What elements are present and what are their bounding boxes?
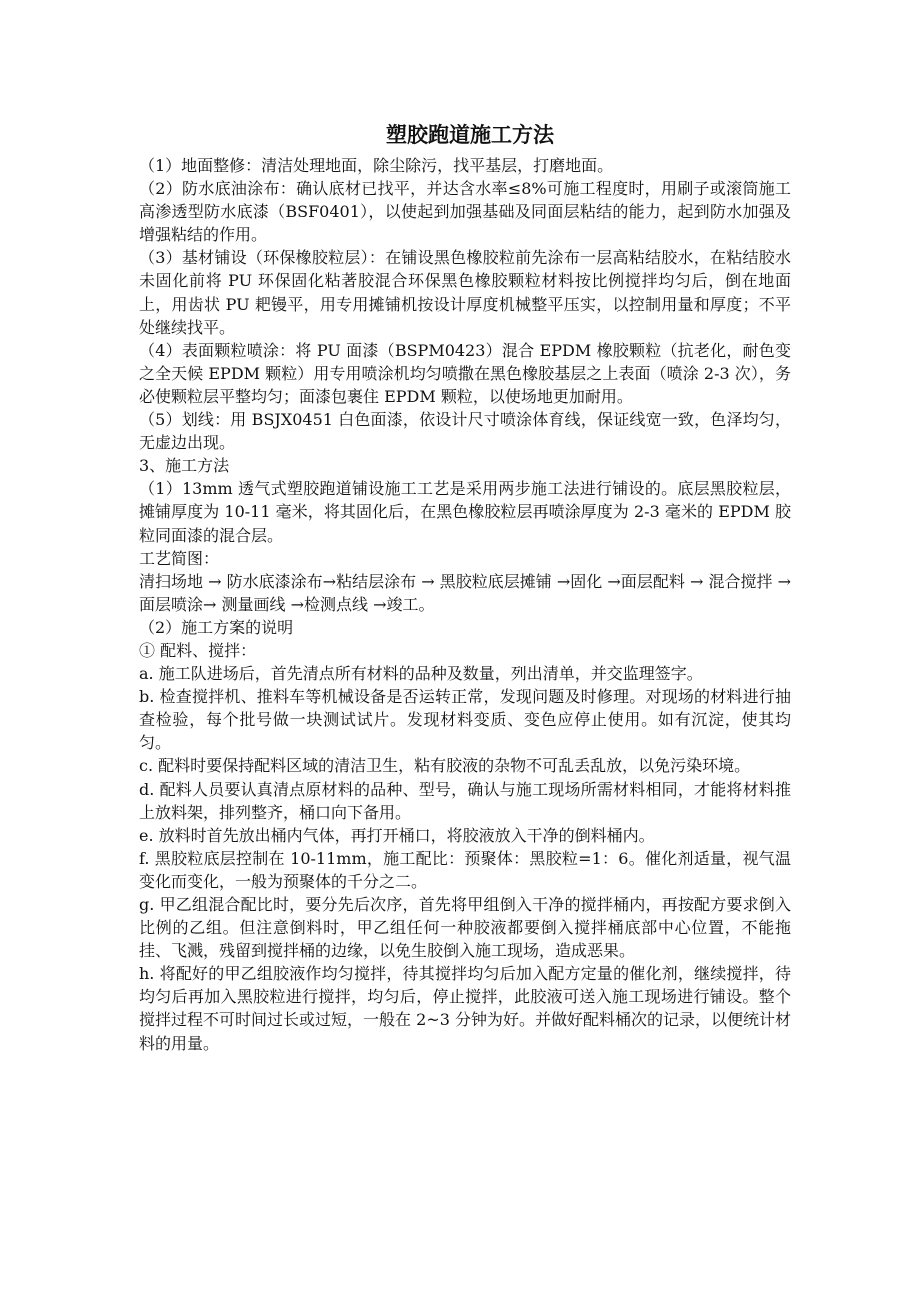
document-page xyxy=(139,118,791,1055)
paragraph-base-layer: （3）基材铺设（环保橡胶粒层）：在铺设黑色橡胶粒前先涂布一层高粘结胶水，在粘结胶水未固化前将 PU 环保固化粘著胶混合环保黑色橡胶颗粒材料按比例搅拌均匀后，倒在地面上，用齿状 PU 耙镘平，用专用摊铺机按设计厚度机械整平压实，以控制用量和厚度；不平处继续找平。 xyxy=(139,248,791,337)
paragraph-two-step-method: （1）13mm 透气式塑胶跑道铺设施工工艺是采用两步施工法进行铺设的。底层黑胶粒层，摊铺厚度为 10-11 毫米，将其固化后，在黑色橡胶粒层再喷涂厚度为 2-3 毫米的 EPDM 胶粒同面漆的混合层。 xyxy=(139,479,791,545)
section-heading-construction-method: 3、施工方法 xyxy=(139,456,230,476)
list-item-a: a. 施工队进场后，首先清点所有材料的品种及数量，列出清单，并交监理签字。 xyxy=(139,664,703,684)
subsection-heading-plan: （2）施工方案的说明 xyxy=(139,617,294,637)
list-item-d: d. 配料人员要认真清点原材料的品种、型号，确认与施工现场所需材料相同，才能将材料推上放料架，排列整齐，桶口向下备用。 xyxy=(139,779,791,822)
list-item-f: f. 黑胶粒底层控制在 10-11mm，施工配比：预聚体：黑胶粒=1：6。催化剂适量，视气温变化而变化，一般为预聚体的千分之二。 xyxy=(139,848,791,891)
paragraph-line-marking: （5）划线：用 BSJX0451 白色面漆，依设计尺寸喷涂体育线，保证线宽一致，色泽均匀，无虚边出现。 xyxy=(139,410,791,453)
list-item-b: b. 检查搅拌机、推料车等机械设备是否运转正常，发现问题及时修理。对现场的材料进行抽查检验，每个批号做一块测试试片。发现材料变质、变色应停止使用。如有沉淀，使其均匀。 xyxy=(139,687,791,753)
paragraph-surface-repair: （1）地面整修：清洁处理地面，除尘除污，找平基层，打磨地面。 xyxy=(139,156,614,175)
paragraph-waterproof-primer: （2）防水底油涂布：确认底材已找平，并达含水率≤8%可施工程度时，用刷子或滚筒施工高渗透型防水底漆（BSF0401），以使起到加强基础及同面层粘结的能力，起到防水加强及增强粘结的作用。 xyxy=(139,179,791,245)
subsection-heading-mixing: ① 配料、搅拌： xyxy=(139,640,257,660)
list-item-c: c. 配料时要保持配料区域的清洁卫生，粘有胶液的杂物不可乱丢乱放，以免污染环境。 xyxy=(139,756,751,776)
list-item-h: h. 将配好的甲乙组胶液作均匀搅拌，待其搅拌均匀后加入配方定量的催化剂，继续搅拌，待均匀后再加入黑胶粒进行搅拌，均匀后，停止搅拌，此胶液可送入施工现场进行铺设。整个搅拌过程不可时间过长或过短，一般在 2~3 分钟为好。并做好配料桶次的记录，以便统计材料的用量。 xyxy=(139,964,791,1053)
document-title: 塑胶跑道施工方法 xyxy=(386,123,554,147)
paragraph-surface-spray: （4）表面颗粒喷涂：将 PU 面漆（BSPM0423）混合 EPDM 橡胶颗粒（抗老化，耐色变之全天候 EPDM 颗粒）用专用喷涂机均匀喷撒在黑色橡胶基层之上表面（喷涂 2-3 次），务必使颗粒层平整均匀；面漆包裹住 EPDM 颗粒，以使场地更加耐用。 xyxy=(139,340,791,406)
process-flow: 清扫场地 → 防水底漆涂布→粘结层涂布 → 黑胶粒底层摊铺 →固化 →面层配料 → 混合搅拌 →面层喷涂→ 测量画线 →检测点线 →竣工。 xyxy=(139,571,791,614)
list-item-g: g. 甲乙组混合配比时，要分先后次序，首先将甲组倒入干净的搅拌桶内，再按配方要求倒入比例的乙组。但注意倒料时，甲乙组任何一种胶液都要倒入搅拌桶底部中心位置，不能拖挂、飞溅，残留到搅拌桶的边缘，以免生胶倒入施工现场，造成恶果。 xyxy=(139,895,791,961)
process-diagram-label: 工艺简图： xyxy=(139,548,220,568)
list-item-e: e. 放料时首先放出桶内气体，再打开桶口，将胶液放入干净的倒料桶内。 xyxy=(139,825,655,845)
